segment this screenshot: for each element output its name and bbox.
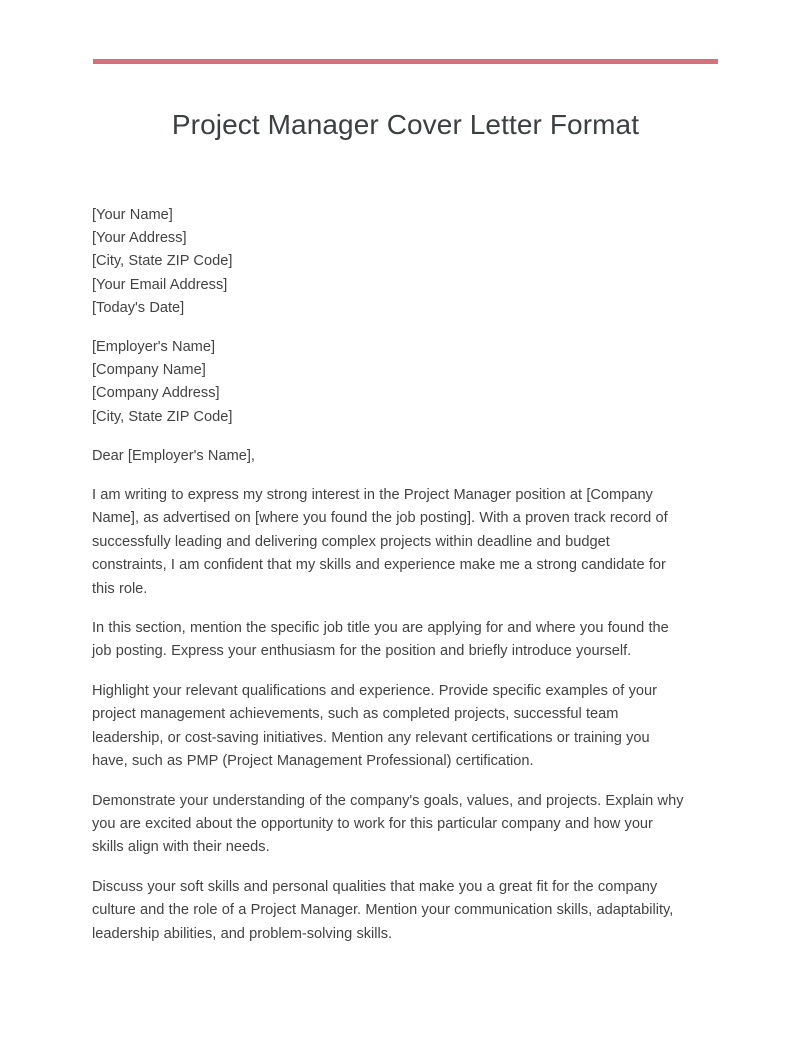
sender-line: [City, State ZIP Code] [92, 253, 233, 270]
body-paragraph-block [92, 617, 688, 664]
header-accent-rule [93, 59, 718, 64]
salutation: Dear [Employer's Name], [92, 447, 255, 464]
recipient-line: [Company Address] [92, 385, 220, 402]
body-paragraph-block [92, 876, 688, 946]
body-paragraph: Discuss your soft skills and personal qualities that make you a great fit for the company culture and the role of a Project Manager. Mention your communication skills, adaptability, leadership abilities, and problem-solving skills. [92, 878, 674, 942]
sender-line: [Your Email Address] [92, 276, 228, 293]
body-paragraph-block [92, 484, 688, 601]
recipient-address-block [92, 336, 688, 429]
recipient-line: [City, State ZIP Code] [92, 408, 233, 425]
sender-line: [Your Address] [92, 230, 187, 247]
sender-address-block [92, 204, 688, 320]
salutation-block [92, 445, 688, 468]
body-paragraph-block [92, 680, 688, 774]
letter-content [92, 204, 688, 946]
body-paragraph: In this section, mention the specific job title you are applying for and where you found the job posting. Express your enthusiasm for the position and briefly introduce yourself. [92, 620, 669, 660]
body-paragraph: Demonstrate your understanding of the company's goals, values, and projects. Explain why you are excited about the opportunity to work for this particular company and how your skills align with their needs. [92, 792, 684, 856]
body-paragraph-block [92, 790, 688, 860]
recipient-line: [Employer's Name] [92, 339, 216, 356]
page-title: Project Manager Cover Letter Format [171, 109, 640, 140]
sender-line: [Your Name] [92, 207, 173, 223]
recipient-line: [Company Name] [92, 362, 206, 379]
body-paragraph: I am writing to express my strong interest in the Project Manager position at [Company Name], as advertised on [where you found the job posting]. With a proven track record of successfully leading and delivering complex projects within deadline and budget constraints, I am confident that my skills and experience make me a strong candidate for this role. [92, 487, 668, 597]
sender-line: [Today's Date] [92, 299, 185, 316]
body-paragraph: Highlight your relevant qualifications and experience. Provide specific examples of your project management achievements, such as completed projects, successful team leadership, or cost-saving initiatives. Mention any relevant certifications or training you have, such as PMP (Project Management Professional) certification. [92, 682, 657, 770]
